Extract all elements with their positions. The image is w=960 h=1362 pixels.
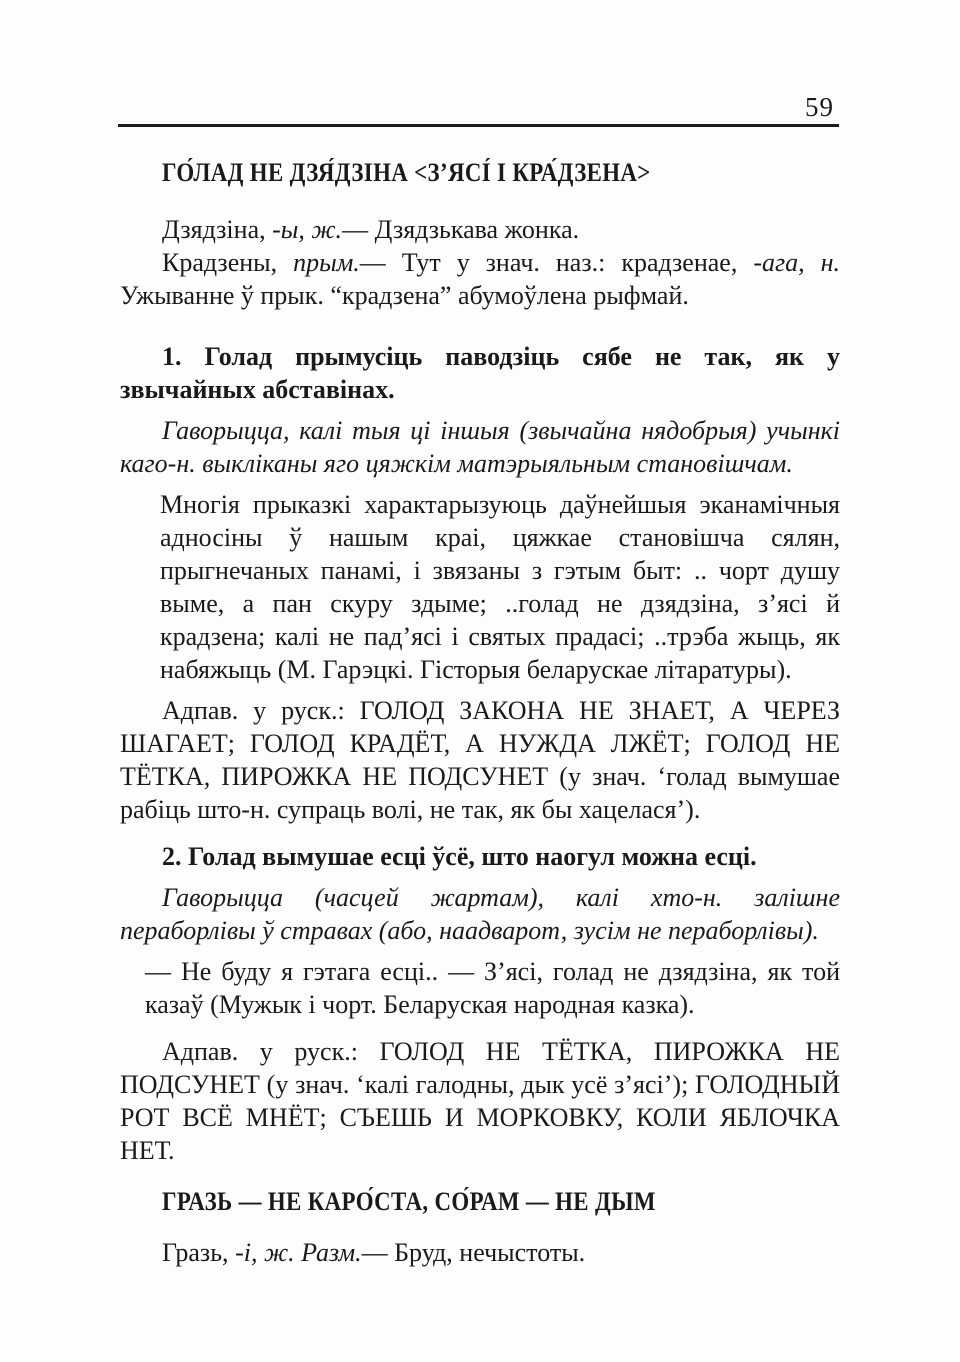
word-note-kradzieny (120, 246, 840, 312)
sense-2-usage-note: Гаворыцца (часцей жартам), калі хто-н. залішне пераборлівы ў стравах (або, наадварот, зусім не пераборлівы). (120, 883, 840, 945)
grammar-label: -і, ж. Разм. (235, 1238, 362, 1267)
note-text: Гразь, (162, 1238, 236, 1267)
sense-2-example: — Не буду я гэтага есці.. — З’ясі, голад не дзядзіна, як той казаў (Мужык і чорт. Беларуская народная казка). (145, 957, 840, 1019)
header-rule (118, 124, 839, 127)
grammar-label: -ы, ж. (272, 215, 343, 244)
sense-1-usage-note: Гаворыцца, калі тыя ці іншыя (звычайна нядобрыя) учынкі каго-н. выкліканы яго цяжкім матэрыяльным становішчам. (120, 416, 840, 478)
note-text: — Бруд, нечыстоты. (361, 1238, 586, 1267)
sense-2-definition: 2. Голад вымушае есці ўсё, што наогул можна есці. (162, 842, 757, 871)
sense-1-russian-equivalents: Адпав. у руск.: ГОЛОД ЗАКОНА НЕ ЗНАЕТ, А ЧЕРЕЗ ШАГАЕТ; ГОЛОД КРАДЁТ, А НУЖДА ЛЖЁТ; ГОЛОД НЕ ТЁТКА, ПИРОЖКА НЕ ПОДСУНЕТ (у знач. ‘голад вымушае рабіць што-н. супраць волі, не так, як бы хацелася’). (120, 696, 840, 824)
note-text: — Тут у знач. наз.: крадзенае, (359, 248, 754, 277)
word-note-dziadzina (120, 213, 840, 246)
page-number: 59 (805, 92, 834, 122)
entry-headword-graz: ГРАЗЬ — НЕ КАРО́СТА, СО́РАМ — НЕ ДЫМ (162, 1187, 656, 1216)
sense-2-russian-equivalents: Адпав. у руск.: ГОЛОД НЕ ТЁТКА, ПИРОЖКА НЕ ПОДСУНЕТ (у знач. ‘калі галодны, дык усё з’ясі’); ГОЛОДНЫЙ РОТ ВСЁ МНЁТ; СЪЕШЬ И МОРКОВКУ, КОЛИ ЯБЛОЧКА НЕТ. (120, 1037, 840, 1165)
note-text: Ужыванне ў прык. “крадзена” абумоўлена рыфмай. (120, 281, 689, 310)
grammar-label: -ага, н. (753, 248, 840, 277)
page-content (120, 156, 840, 1269)
note-text: Крадзены, (162, 248, 294, 277)
word-note-graz (120, 1236, 840, 1269)
grammar-label: прым. (293, 248, 360, 277)
entry-headword-golad: ГО́ЛАД НЕ ДЗЯ́ДЗІНА <З’ЯСІ́ І КРА́ДЗЕНА> (162, 158, 651, 187)
note-text: — Дзядзькава жонка. (342, 215, 580, 244)
sense-1-definition: 1. Голад прымусіць паводзіць сябе не так, як у звычайных абставінах. (120, 342, 840, 404)
sense-1-example: Многія прыказкі характарызуюць даўнейшыя эканамічныя адносіны ў нашым краі, цяжкае становішча сялян, прыгнечаных панамі, і звязаны з гэтым быт: .. чорт душу выме, а пан скуру здыме; ..голад не дзядзіна, з’ясі й крадзена; калі не пад’ясі і святых прадасі; ..трэба жыць, як набяжыць (М. Гарэцкі. Гісторыя беларускае літаратуры). (160, 490, 840, 684)
note-text: Дзядзіна, (162, 215, 273, 244)
